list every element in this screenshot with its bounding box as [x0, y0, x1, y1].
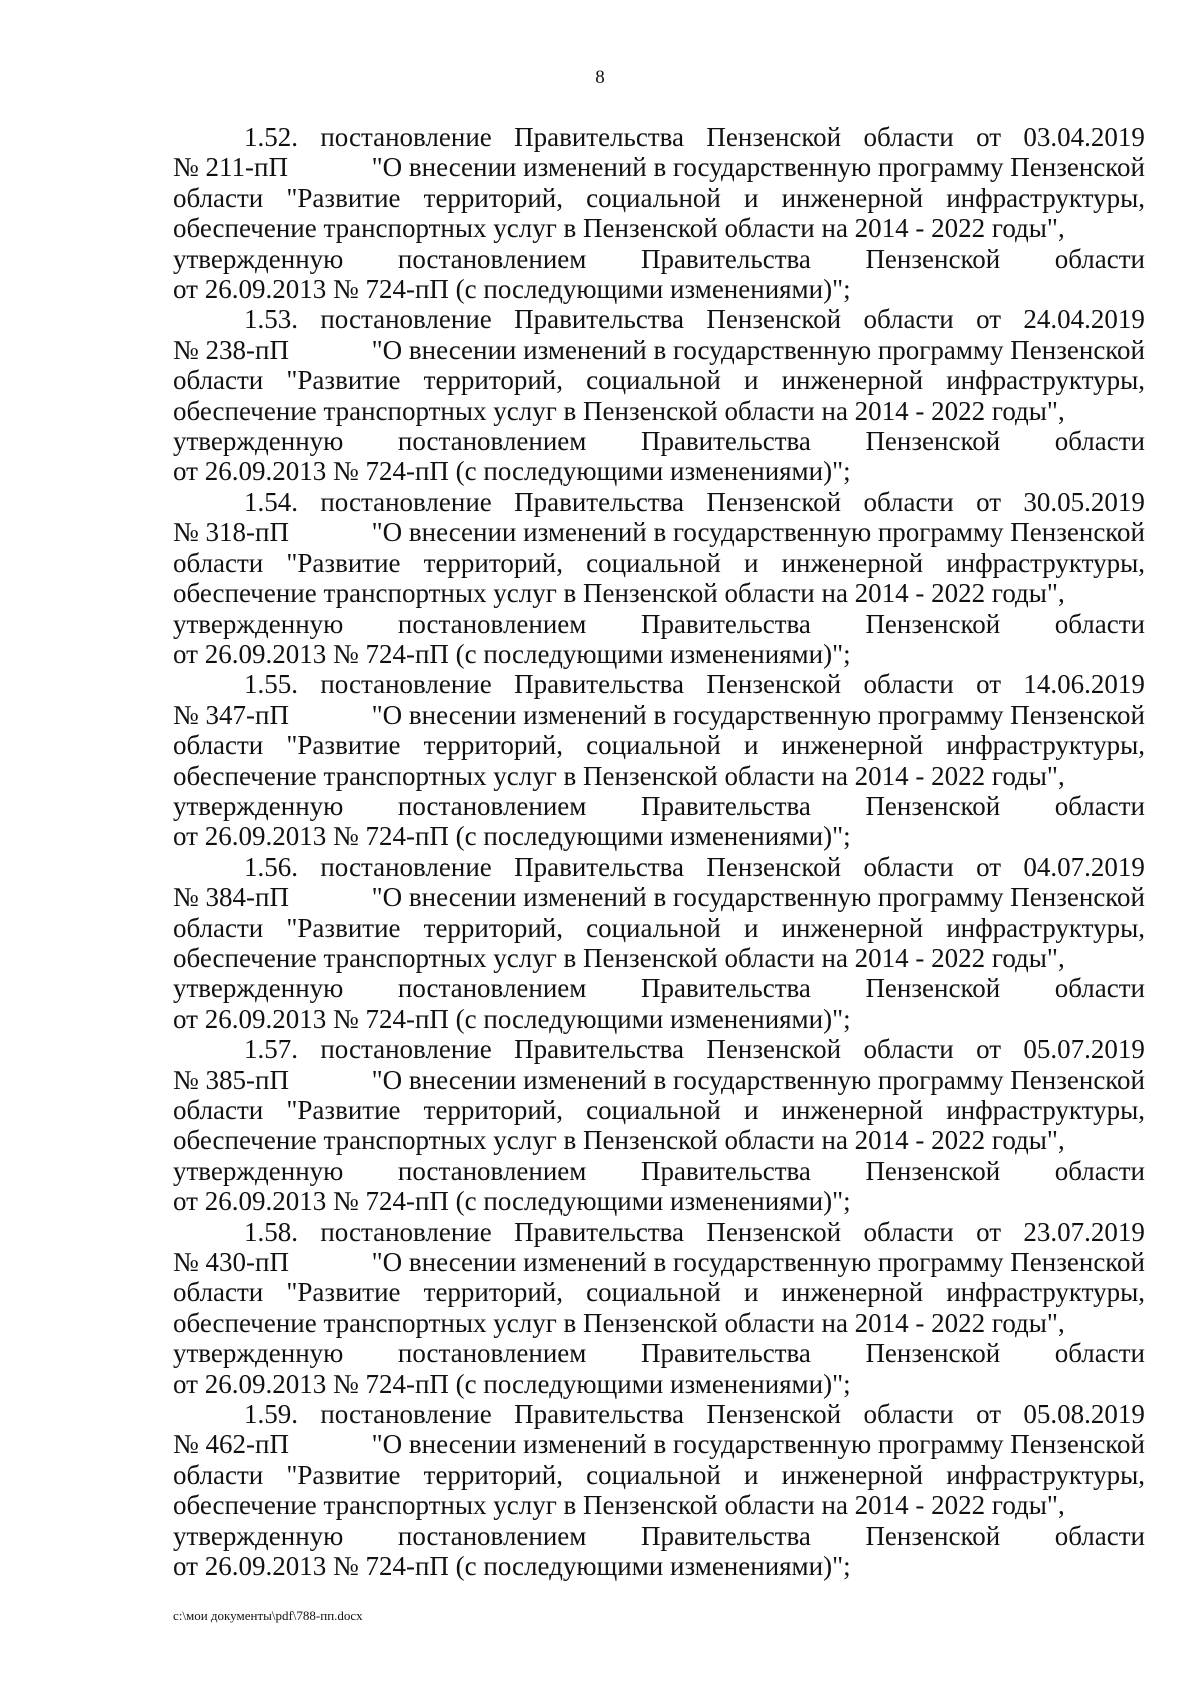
- word: Правительства: [514, 304, 685, 335]
- word: области: [1054, 1520, 1145, 1551]
- item-second-line: [173, 1247, 1145, 1277]
- item-first-line: [173, 1399, 1145, 1429]
- word: инфраструктуры,: [946, 365, 1145, 396]
- item-doc-number: № 385-пП: [173, 1064, 289, 1095]
- word: от: [976, 851, 1002, 882]
- item-number: 1.56.: [244, 851, 298, 882]
- word: и: [744, 1095, 759, 1125]
- word: "Развитие: [286, 1095, 401, 1125]
- word: Пензенской: [706, 1034, 842, 1065]
- word: постановление: [320, 851, 492, 882]
- word: от: [976, 1399, 1002, 1430]
- word: постановление: [320, 1399, 492, 1430]
- word: "Развитие: [286, 365, 401, 396]
- word: постановление: [320, 486, 492, 517]
- item-second-line: [173, 517, 1145, 547]
- word: области: [1054, 426, 1145, 457]
- item-date: 03.04.2019: [1023, 122, 1145, 152]
- word: области: [173, 1095, 264, 1125]
- word: утвержденную: [173, 1338, 344, 1369]
- word: инфраструктуры,: [946, 1459, 1145, 1490]
- item-fifth-line: [173, 791, 1145, 821]
- item-title-start: "О внесении изменений в государственную программу Пензенской: [371, 1247, 1145, 1278]
- item-doc-number: № 384-пП: [173, 882, 289, 913]
- word: постановление: [320, 304, 492, 335]
- word: постановлением: [397, 1338, 587, 1369]
- word: утвержденную: [173, 608, 344, 639]
- item-date: 14.06.2019: [1023, 669, 1145, 700]
- item-fifth-line: [173, 426, 1145, 456]
- word: и: [744, 730, 759, 761]
- word: Правительства: [640, 973, 811, 1004]
- item-first-line: [173, 304, 1145, 334]
- word: от: [976, 669, 1002, 700]
- word: территорий,: [423, 1277, 563, 1308]
- word: инфраструктуры,: [946, 1095, 1145, 1125]
- word: области: [863, 486, 954, 517]
- item-date: 23.07.2019: [1023, 1216, 1145, 1247]
- item-second-line: [173, 335, 1145, 365]
- word: социальной: [586, 1459, 721, 1490]
- item-sixth-line: от 26.09.2013 № 724-пП (с последующими изменениями)";: [173, 1551, 851, 1582]
- word: инженерной: [781, 182, 924, 213]
- word: инфраструктуры,: [946, 1277, 1145, 1308]
- item-fifth-line: [173, 1338, 1145, 1368]
- word: Правительства: [640, 1520, 811, 1551]
- word: Пензенской: [706, 122, 842, 152]
- word: утвержденную: [173, 973, 344, 1004]
- word: и: [744, 547, 759, 578]
- word: Пензенской: [865, 790, 1001, 821]
- item-sixth-line: от 26.09.2013 № 724-пП (с последующими изменениями)";: [173, 1003, 851, 1034]
- item-fourth-line: обеспечение транспортных услуг в Пензенской области на 2014 - 2022 годы",: [173, 942, 1065, 973]
- item-third-line: [173, 913, 1145, 943]
- word: Пензенской: [706, 486, 842, 517]
- word: утвержденную: [173, 790, 344, 821]
- word: инфраструктуры,: [946, 547, 1145, 578]
- word: области: [863, 669, 954, 700]
- word: Пензенской: [706, 669, 842, 700]
- word: утвержденную: [173, 426, 344, 457]
- item-first-line: [173, 852, 1145, 882]
- item-doc-number: № 211-пП: [173, 152, 288, 183]
- list-item: [173, 1217, 1145, 1399]
- item-first-line: [173, 122, 1145, 152]
- word: социальной: [586, 1095, 721, 1125]
- word: Правительства: [640, 243, 811, 274]
- word: инфраструктуры,: [946, 912, 1145, 943]
- word: территорий,: [423, 547, 563, 578]
- word: и: [744, 182, 759, 213]
- item-first-line: [173, 487, 1145, 517]
- item-doc-number: № 318-пП: [173, 517, 289, 548]
- word: Правительства: [640, 1338, 811, 1369]
- word: области: [1054, 608, 1145, 639]
- word: социальной: [586, 547, 721, 578]
- word: инфраструктуры,: [946, 730, 1145, 761]
- word: Пензенской: [865, 243, 1001, 274]
- item-title-start: "О внесении изменений в государственную программу Пензенской: [371, 334, 1145, 365]
- item-second-line: [173, 1065, 1145, 1095]
- item-doc-number: № 462-пП: [173, 1429, 289, 1460]
- word: постановлением: [397, 973, 587, 1004]
- item-number: 1.58.: [244, 1216, 298, 1247]
- word: области: [863, 1216, 954, 1247]
- item-fourth-line: обеспечение транспортных услуг в Пензенской области на 2014 - 2022 годы",: [173, 1490, 1065, 1521]
- word: утвержденную: [173, 243, 344, 274]
- word: территорий,: [423, 1459, 563, 1490]
- word: Правительства: [640, 1155, 811, 1186]
- word: Правительства: [514, 1034, 685, 1065]
- word: Пензенской: [706, 1216, 842, 1247]
- item-number: 1.53.: [244, 304, 298, 335]
- word: постановлением: [397, 1520, 587, 1551]
- item-sixth-line: от 26.09.2013 № 724-пП (с последующими изменениями)";: [173, 638, 851, 669]
- word: постановлением: [397, 426, 587, 457]
- item-title-start: "О внесении изменений в государственную программу Пензенской: [371, 699, 1145, 730]
- item-third-line: [173, 183, 1145, 213]
- item-title-start: "О внесении изменений в государственную программу Пензенской: [371, 882, 1145, 913]
- word: от: [976, 122, 1002, 152]
- word: области: [863, 1034, 954, 1065]
- item-date: 24.04.2019: [1023, 304, 1145, 335]
- word: области: [863, 851, 954, 882]
- list-item: [173, 304, 1145, 486]
- item-first-line: [173, 1034, 1145, 1064]
- word: территорий,: [423, 730, 563, 761]
- word: области: [863, 304, 954, 335]
- item-first-line: [173, 669, 1145, 699]
- word: "Развитие: [286, 1277, 401, 1308]
- word: постановлением: [397, 790, 587, 821]
- word: Правительства: [514, 1216, 685, 1247]
- word: Правительства: [640, 426, 811, 457]
- list-item: [173, 1399, 1145, 1581]
- word: социальной: [586, 1277, 721, 1308]
- word: "Развитие: [286, 912, 401, 943]
- word: "Развитие: [286, 1459, 401, 1490]
- word: Пензенской: [865, 973, 1001, 1004]
- word: области: [173, 730, 264, 761]
- item-second-line: [173, 1429, 1145, 1459]
- item-sixth-line: от 26.09.2013 № 724-пП (с последующими изменениями)";: [173, 821, 851, 852]
- word: инженерной: [781, 365, 924, 396]
- item-number: 1.59.: [244, 1399, 298, 1430]
- word: постановлением: [397, 243, 587, 274]
- item-doc-number: № 238-пП: [173, 334, 289, 365]
- item-fourth-line: обеспечение транспортных услуг в Пензенской области на 2014 - 2022 годы",: [173, 1125, 1065, 1156]
- item-sixth-line: от 26.09.2013 № 724-пП (с последующими изменениями)";: [173, 456, 851, 487]
- word: и: [744, 912, 759, 943]
- item-title-start: "О внесении изменений в государственную программу Пензенской: [371, 517, 1145, 548]
- word: Пензенской: [865, 1338, 1001, 1369]
- item-sixth-line: от 26.09.2013 № 724-пП (с последующими изменениями)";: [173, 1186, 851, 1217]
- word: Пензенской: [865, 1155, 1001, 1186]
- item-title-start: "О внесении изменений в государственную программу Пензенской: [371, 1064, 1145, 1095]
- item-fourth-line: обеспечение транспортных услуг в Пензенской области на 2014 - 2022 годы",: [173, 1307, 1065, 1338]
- item-date: 04.07.2019: [1023, 851, 1145, 882]
- item-third-line: [173, 1460, 1145, 1490]
- word: социальной: [586, 730, 721, 761]
- word: области: [863, 122, 954, 152]
- item-number: 1.55.: [244, 669, 298, 700]
- item-third-line: [173, 365, 1145, 395]
- page-number: 8: [595, 67, 605, 88]
- word: области: [173, 1459, 264, 1490]
- word: постановление: [320, 1034, 492, 1065]
- item-fourth-line: обеспечение транспортных услуг в Пензенской области на 2014 - 2022 годы",: [173, 395, 1065, 426]
- word: области: [173, 547, 264, 578]
- word: постановлением: [397, 608, 587, 639]
- item-fifth-line: [173, 1521, 1145, 1551]
- file-path-footer: c:\мои документы\pdf\788-пп.docx: [173, 1608, 363, 1623]
- item-second-line: [173, 882, 1145, 912]
- word: территорий,: [423, 365, 563, 396]
- word: Правительства: [514, 851, 685, 882]
- document-body: [173, 122, 1145, 1582]
- item-date: 30.05.2019: [1023, 486, 1145, 517]
- word: постановление: [320, 669, 492, 700]
- word: области: [173, 912, 264, 943]
- item-date: 05.07.2019: [1023, 1034, 1145, 1065]
- word: постановление: [320, 122, 492, 152]
- word: "Развитие: [286, 182, 401, 213]
- word: "Развитие: [286, 547, 401, 578]
- item-fifth-line: [173, 973, 1145, 1003]
- word: Правительства: [514, 1399, 685, 1430]
- item-doc-number: № 430-пП: [173, 1247, 289, 1278]
- word: постановлением: [397, 1155, 587, 1186]
- list-item: [173, 669, 1145, 851]
- word: и: [744, 1459, 759, 1490]
- word: Пензенской: [865, 608, 1001, 639]
- word: инженерной: [781, 547, 924, 578]
- word: инфраструктуры,: [946, 182, 1145, 213]
- word: социальной: [586, 912, 721, 943]
- item-second-line: [173, 152, 1145, 182]
- word: Пензенской: [865, 426, 1001, 457]
- list-item: [173, 852, 1145, 1034]
- word: Правительства: [514, 669, 685, 700]
- list-item: [173, 487, 1145, 669]
- item-fifth-line: [173, 244, 1145, 274]
- item-title-start: "О внесении изменений в государственную программу Пензенской: [371, 1429, 1145, 1460]
- word: области: [173, 182, 264, 213]
- word: утвержденную: [173, 1520, 344, 1551]
- word: Правительства: [640, 790, 811, 821]
- item-date: 05.08.2019: [1023, 1399, 1145, 1430]
- item-third-line: [173, 730, 1145, 760]
- item-fifth-line: [173, 609, 1145, 639]
- word: от: [976, 486, 1002, 517]
- item-third-line: [173, 1095, 1145, 1125]
- word: Пензенской: [706, 304, 842, 335]
- word: инженерной: [781, 912, 924, 943]
- item-doc-number: № 347-пП: [173, 699, 289, 730]
- word: социальной: [586, 365, 721, 396]
- word: от: [976, 1216, 1002, 1247]
- word: Правительства: [514, 486, 685, 517]
- item-number: 1.52.: [244, 122, 298, 152]
- word: "Развитие: [286, 730, 401, 761]
- word: Пензенской: [706, 1399, 842, 1430]
- list-item: [173, 1034, 1145, 1216]
- word: территорий,: [423, 182, 563, 213]
- word: и: [744, 365, 759, 396]
- word: области: [1054, 1155, 1145, 1186]
- word: социальной: [586, 182, 721, 213]
- word: области: [1054, 790, 1145, 821]
- item-number: 1.57.: [244, 1034, 298, 1065]
- word: области: [173, 1277, 264, 1308]
- item-third-line: [173, 548, 1145, 578]
- word: инженерной: [781, 1277, 924, 1308]
- word: территорий,: [423, 912, 563, 943]
- word: утвержденную: [173, 1155, 344, 1186]
- word: Правительства: [514, 122, 685, 152]
- word: территорий,: [423, 1095, 563, 1125]
- item-first-line: [173, 1217, 1145, 1247]
- word: Правительства: [640, 608, 811, 639]
- item-second-line: [173, 700, 1145, 730]
- word: и: [744, 1277, 759, 1308]
- item-sixth-line: от 26.09.2013 № 724-пП (с последующими изменениями)";: [173, 274, 851, 305]
- item-fourth-line: обеспечение транспортных услуг в Пензенской области на 2014 - 2022 годы",: [173, 213, 1065, 244]
- list-item: [173, 122, 1145, 304]
- item-fifth-line: [173, 1156, 1145, 1186]
- item-title-start: "О внесении изменений в государственную программу Пензенской: [371, 152, 1145, 183]
- word: постановление: [320, 1216, 492, 1247]
- word: инженерной: [781, 1095, 924, 1125]
- word: от: [976, 1034, 1002, 1065]
- item-fourth-line: обеспечение транспортных услуг в Пензенской области на 2014 - 2022 годы",: [173, 578, 1065, 609]
- word: инженерной: [781, 730, 924, 761]
- word: инженерной: [781, 1459, 924, 1490]
- word: от: [976, 304, 1002, 335]
- word: области: [1054, 973, 1145, 1004]
- item-sixth-line: от 26.09.2013 № 724-пП (с последующими изменениями)";: [173, 1368, 851, 1399]
- item-third-line: [173, 1277, 1145, 1307]
- word: области: [863, 1399, 954, 1430]
- word: области: [1054, 1338, 1145, 1369]
- item-number: 1.54.: [244, 486, 298, 517]
- word: Пензенской: [865, 1520, 1001, 1551]
- word: области: [173, 365, 264, 396]
- item-fourth-line: обеспечение транспортных услуг в Пензенской области на 2014 - 2022 годы",: [173, 760, 1065, 791]
- word: области: [1054, 243, 1145, 274]
- word: Пензенской: [706, 851, 842, 882]
